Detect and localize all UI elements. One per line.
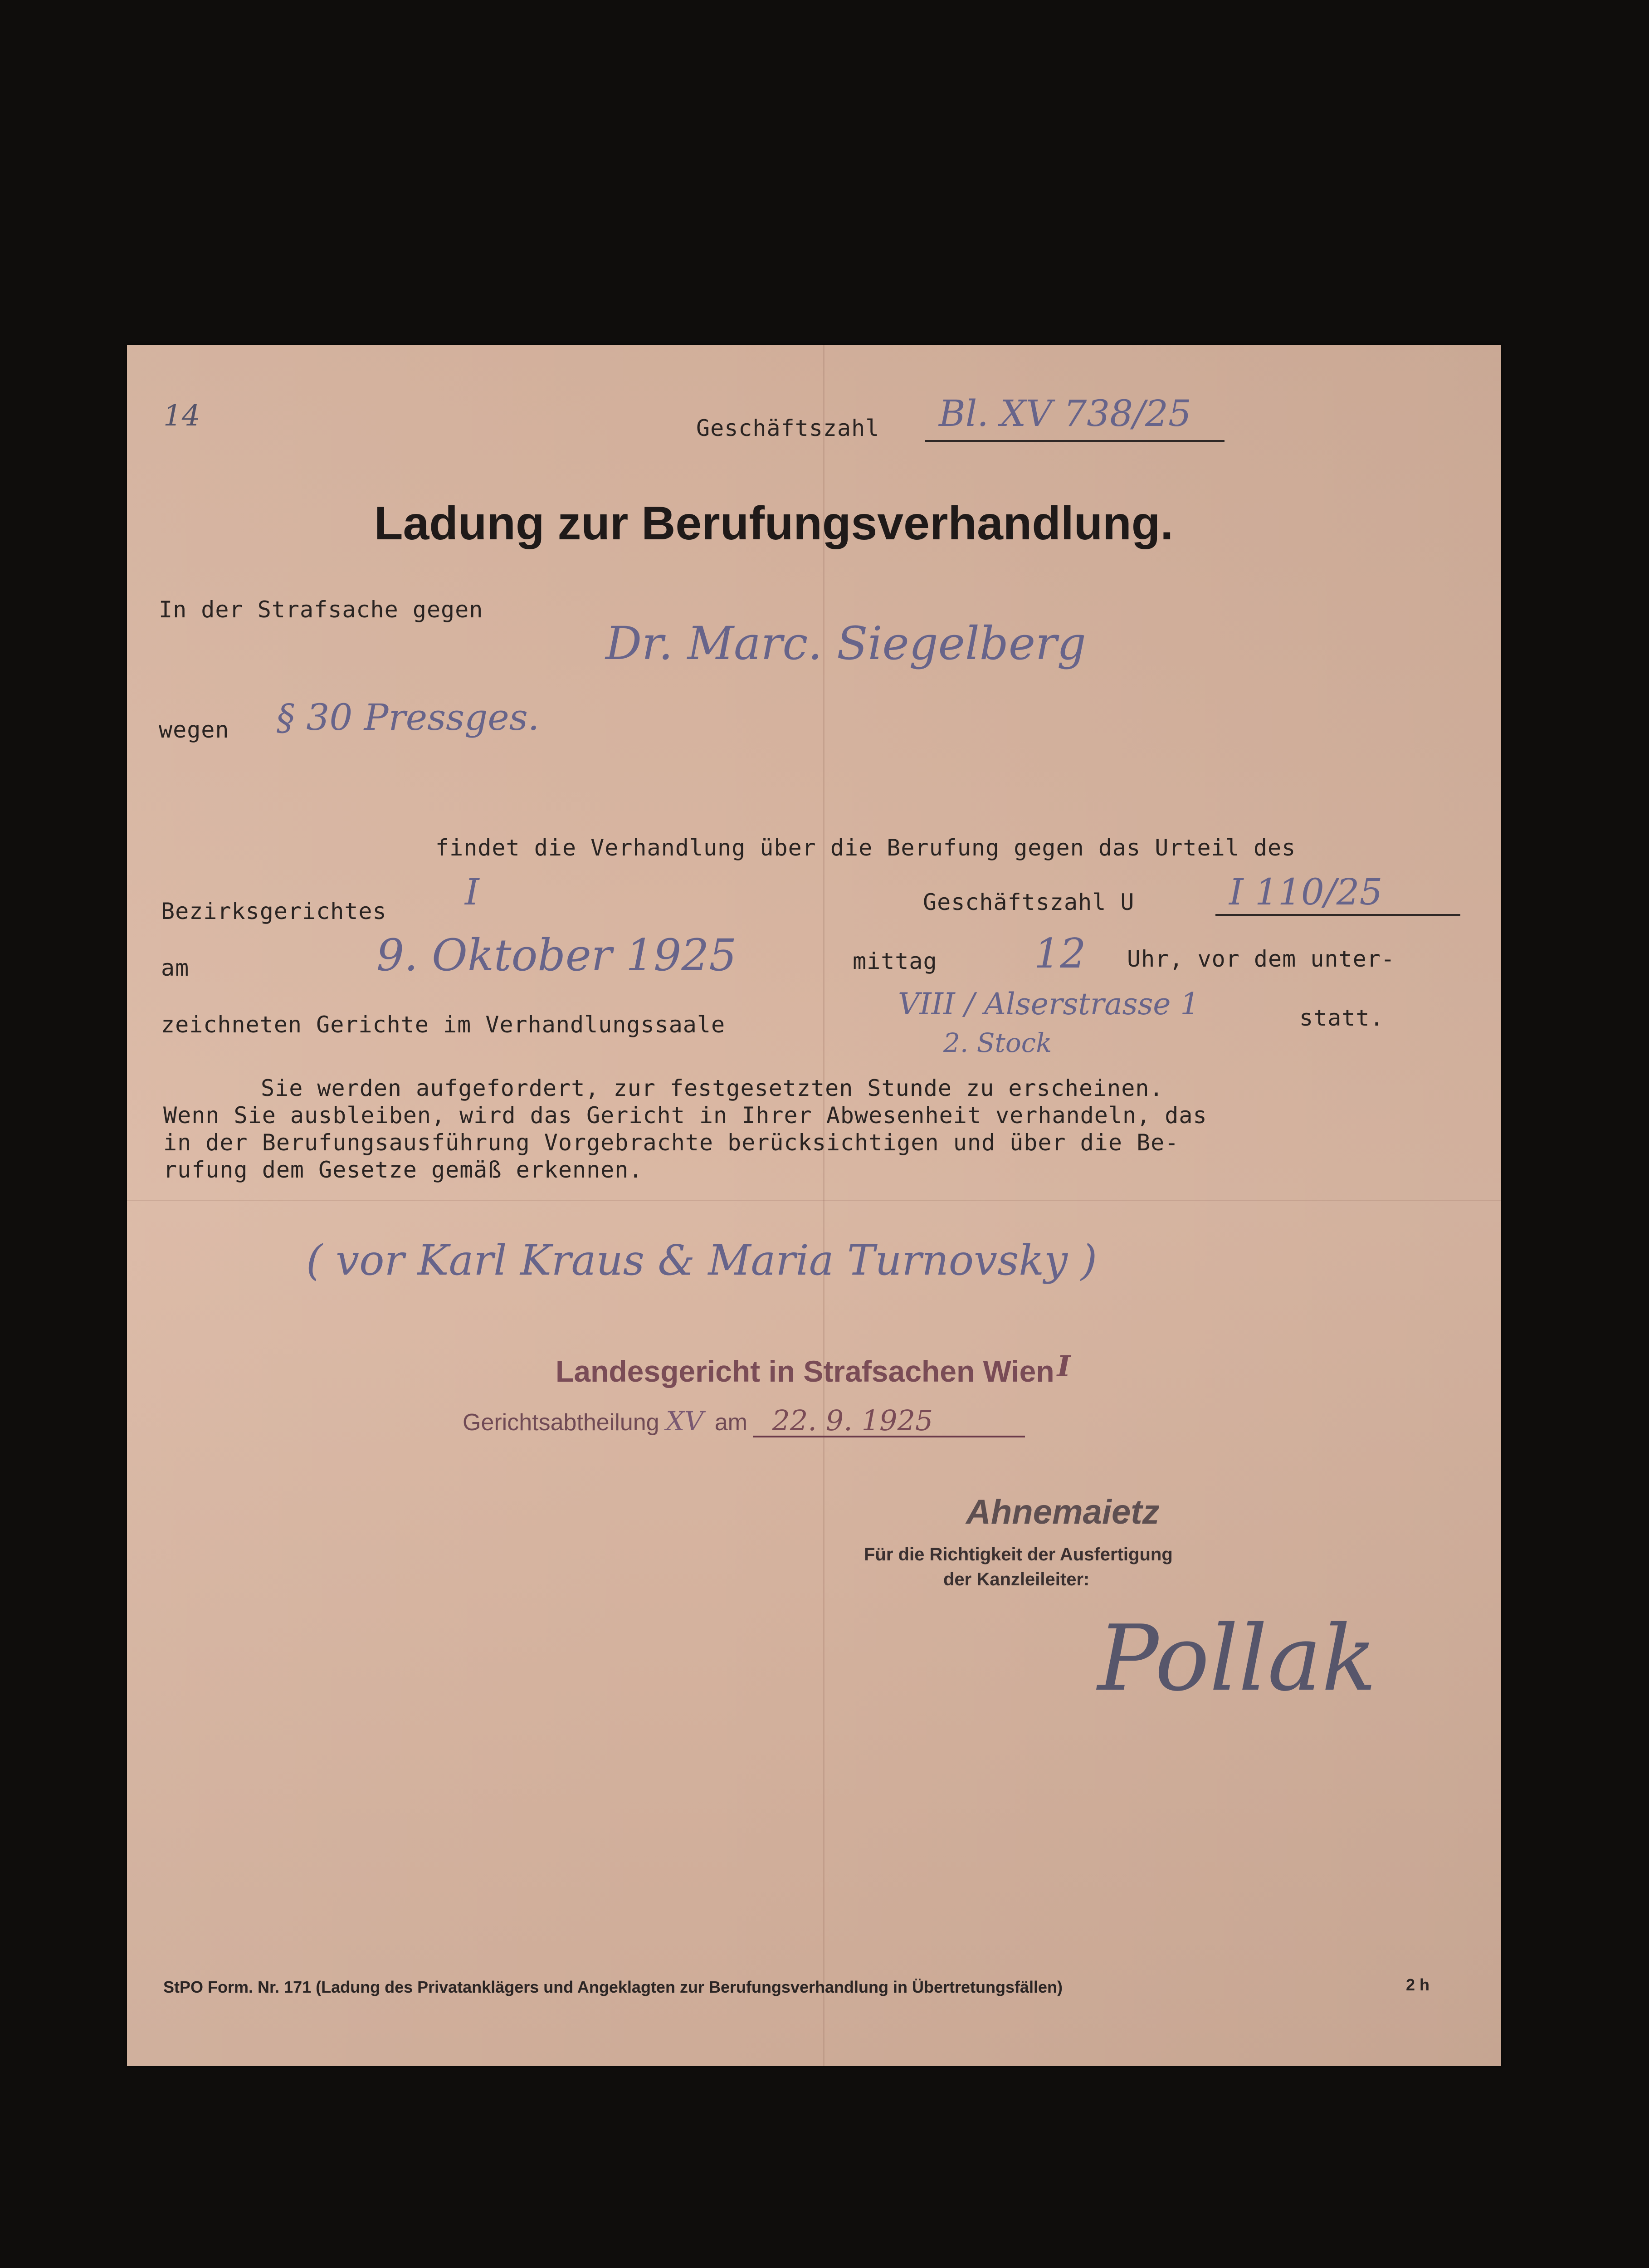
instruction-line-3: in der Berufungsausführung Vorgebrachte berücksichtigen und über die Be- xyxy=(163,1129,1179,1156)
page-marker: 2 h xyxy=(1406,1975,1430,1994)
case-number-underline xyxy=(925,440,1225,442)
midday-label: mittag xyxy=(853,948,937,974)
district-court-value: I xyxy=(465,871,479,913)
district-court-label: Bezirksgerichtes xyxy=(161,898,387,924)
official-signature: Pollak xyxy=(1098,1606,1377,1711)
stamp-department xyxy=(463,1404,933,1437)
case-number-label: Geschäftszahl xyxy=(696,415,880,441)
vertical-fold xyxy=(823,345,824,2066)
instruction-line-4: rufung dem Gesetze gemäß erkennen. xyxy=(163,1157,643,1183)
stamp-date-value: 22. 9. 1925 xyxy=(772,1404,933,1437)
court-case-number-underline xyxy=(1215,914,1460,916)
date-label: am xyxy=(161,955,190,981)
charge-value: § 30 Pressges. xyxy=(277,696,540,738)
date-value: 9. Oktober 1925 xyxy=(376,930,737,981)
instruction-line-2: Wenn Sie ausbleiben, wird das Gericht in Ihrer Abwesenheit verhandeln, das xyxy=(163,1102,1207,1129)
summons-document xyxy=(127,345,1501,2066)
hour-value: 12 xyxy=(1034,930,1086,978)
court-stamp xyxy=(463,1349,1234,1472)
case-number-value: Bl. XV 738/25 xyxy=(939,392,1191,435)
hearing-sentence: findet die Verhandlung über die Berufung gegen das Urteil des xyxy=(435,835,1296,861)
stamp-court-name xyxy=(556,1349,1071,1389)
stamp-department-value: XV xyxy=(666,1406,704,1437)
handwritten-note: ( vor Karl Kraus & Maria Turnovsky ) xyxy=(306,1236,1098,1285)
charge-label: wegen xyxy=(159,717,229,743)
certification-line-2: der Kanzleileiter: xyxy=(943,1569,1090,1589)
horizontal-fold xyxy=(127,1200,1501,1201)
hall-suffix: statt. xyxy=(1299,1005,1384,1031)
stamp-court-text: Landesgericht in Strafsachen Wien xyxy=(556,1354,1054,1388)
document-title: Ladung zur Berufungsverhandlung. xyxy=(374,497,1174,550)
hall-value: VIII / Alserstrasse 1 xyxy=(898,987,1200,1022)
stamp-court-numeral: I xyxy=(1057,1349,1071,1383)
court-case-number-label: Geschäftszahl U xyxy=(923,889,1135,915)
criminal-case-label: In der Strafsache gegen xyxy=(159,596,483,623)
floor-value: 2. Stock xyxy=(943,1027,1052,1058)
form-reference: StPO Form. Nr. 171 (Ladung des Privatanklägers und Angeklagten zur Berufungsverhandlung in Übertretungsfällen) xyxy=(163,1978,1063,1996)
defendant-name: Dr. Marc. Siegelberg xyxy=(605,617,1086,670)
court-case-number-value: I 110/25 xyxy=(1229,871,1383,913)
stamp-date-underline xyxy=(753,1436,1025,1437)
time-suffix: Uhr, vor dem unter- xyxy=(1127,946,1395,972)
stamp-date-label: am xyxy=(714,1409,747,1436)
pencil-number: 14 xyxy=(163,399,200,433)
hall-label: zeichneten Gerichte im Verhandlungssaale xyxy=(161,1012,726,1038)
stamp-department-label: Gerichtsabtheilung xyxy=(463,1409,659,1436)
stamped-signature: Ahnemaietz xyxy=(966,1493,1160,1531)
instruction-line-1: Sie werden aufgefordert, zur festgesetzten Stunde zu erscheinen. xyxy=(261,1075,1164,1101)
certification-line-1: Für die Richtigkeit der Ausfertigung xyxy=(864,1545,1173,1564)
